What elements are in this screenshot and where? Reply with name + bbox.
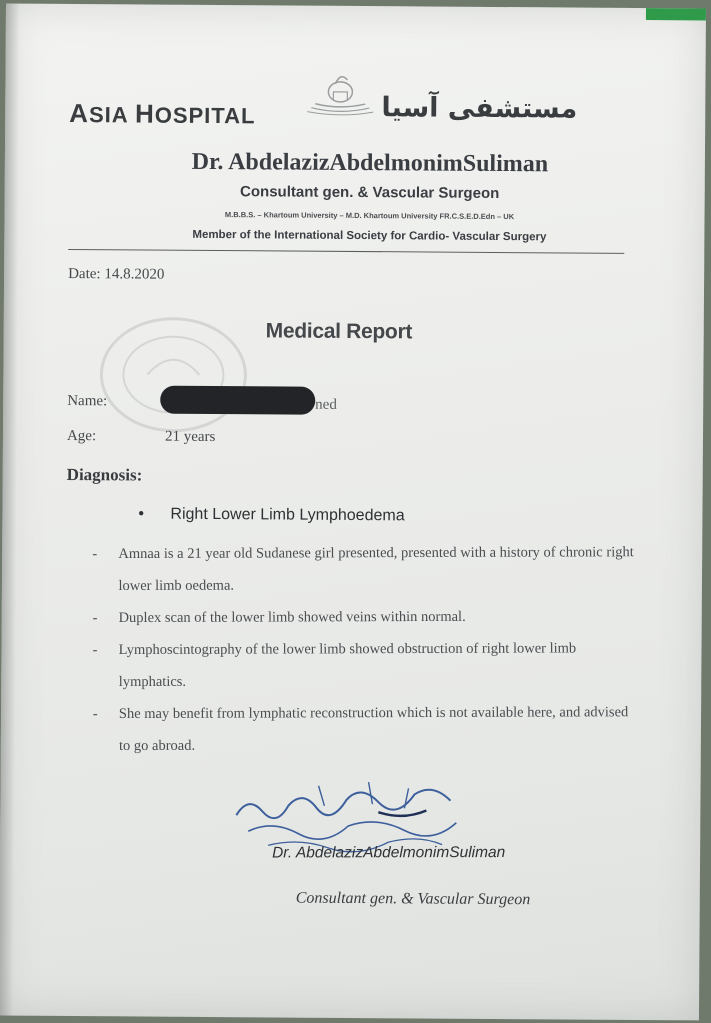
doctor-membership: Member of the International Society for Cardio- Vascular Surgery (192, 228, 547, 244)
note-item: - Amnaa is a 21 year old Sudanese girl presented, presented with a history of chronic right lower limb oedema. (90, 536, 635, 602)
bullet-icon: • (138, 505, 145, 523)
report-date (68, 266, 164, 284)
diagnosis-text: Right Lower Limb Lymphoedema (170, 505, 405, 525)
age-label: Age: (66, 427, 97, 445)
age-value: 21 years (164, 428, 216, 446)
background-corner (646, 8, 706, 20)
date-value: 14.8.2020 (104, 266, 165, 283)
hospital-name-arabic: مستشفى آسيا (381, 92, 578, 125)
doctor-credentials: M.B.B.S. – Khartoum University – M.D. Khartoum University FR.C.S.E.D.Edn – UK (224, 210, 515, 222)
signature-title: Consultant gen. & Vascular Surgeon (295, 889, 531, 909)
doctor-title: Consultant gen. & Vascular Surgeon (240, 183, 500, 203)
name-label: Name: (67, 392, 108, 410)
hospital-logo-icon (305, 70, 375, 118)
report-title: Medical Report (265, 319, 413, 344)
doctor-name: Dr. AbdelazizAbdelmonimSuliman (191, 148, 549, 178)
date-label: Date: (68, 265, 101, 283)
note-item: - Lymphoscintography of the lower limb showed obstruction of right lower limb lymphatics. (91, 632, 636, 698)
note-item: - She may benefit from lymphatic reconstruction which is not available here, and advised to go abroad. (91, 696, 636, 762)
diagnosis-item (138, 505, 404, 525)
redacted-name (160, 386, 315, 415)
clinical-notes (90, 536, 636, 762)
header-divider (68, 249, 624, 254)
hospital-name: ASIA HOSPITAL (69, 98, 256, 129)
medical-report-page (0, 4, 706, 1021)
diagnosis-heading: Diagnosis: (66, 464, 143, 485)
faded-stamp-icon (97, 314, 250, 435)
signature-name: Dr. AbdelazizAbdelmonimSuliman (272, 844, 506, 862)
name-visible-suffix: ned (315, 396, 337, 413)
note-item: - Duplex scan of the lower limb showed veins within normal. (91, 600, 636, 634)
